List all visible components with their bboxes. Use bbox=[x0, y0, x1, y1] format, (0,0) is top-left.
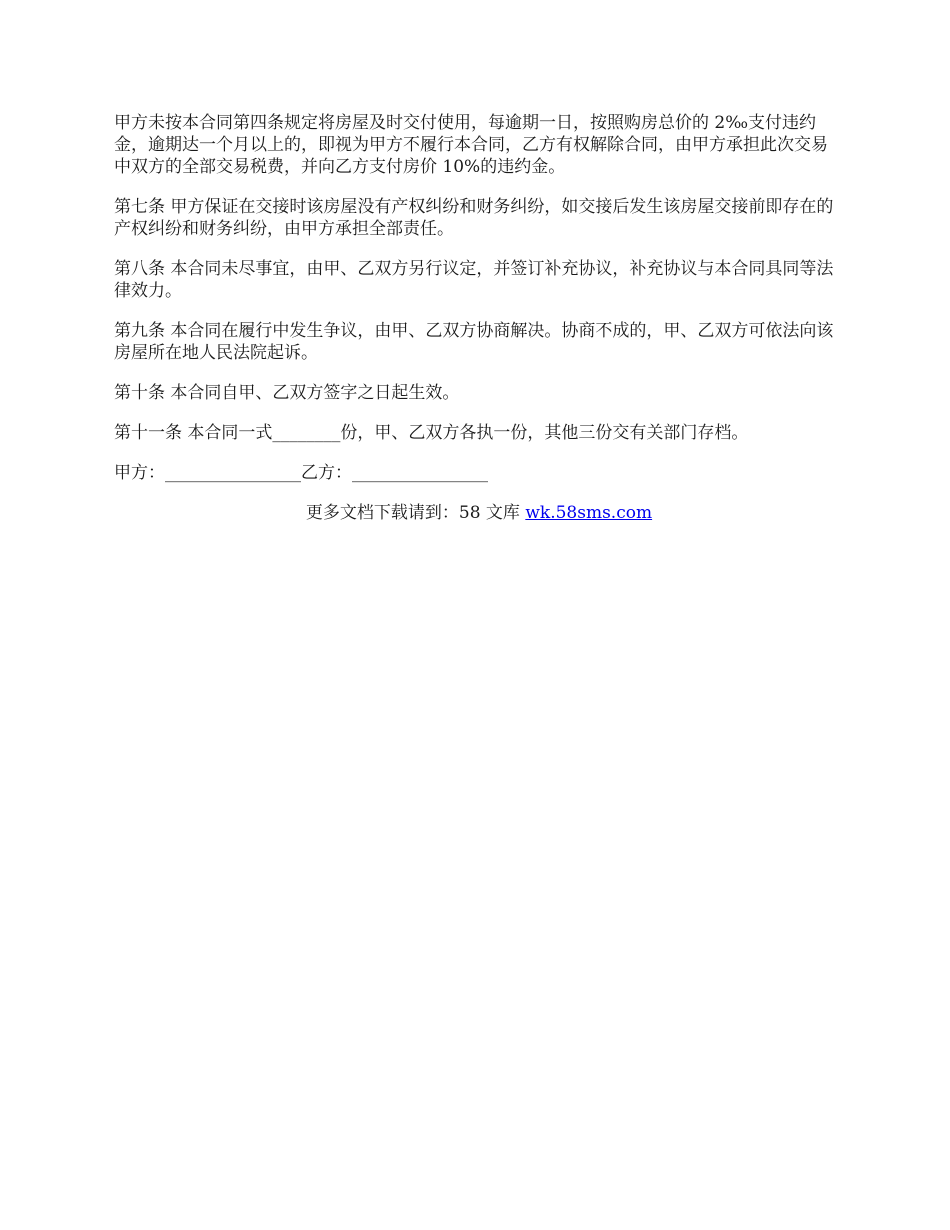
signature-line: 甲方：________________乙方：________________ bbox=[114, 463, 488, 483]
paragraph-article-10: 第十条 本合同自甲、乙双方签字之日起生效。 bbox=[114, 383, 460, 403]
footer bbox=[114, 502, 844, 524]
paragraph-article-8: 第八条 本合同未尽事宜，由甲、乙双方另行议定，并签订补充协议，补充协议与本合同具同等法律效力。 bbox=[114, 259, 834, 301]
footer-text: 更多文档下载请到：58 文库 bbox=[305, 503, 526, 523]
footer-link[interactable]: wk.58sms.com bbox=[525, 503, 653, 523]
paragraph-penalty-clause: 甲方未按本合同第四条规定将房屋及时交付使用，每逾期一日，按照购房总价的 2‰支付违约金，逾期达一个月以上的，即视为甲方不履行本合同，乙方有权解除合同，由甲方承担此次交易中双方的全部交易税费，并向乙方支付房价 10%的违约金。 bbox=[114, 113, 828, 177]
document-page bbox=[114, 112, 844, 524]
paragraph-article-11: 第十一条 本合同一式________份，甲、乙双方各执一份，其他三份交有关部门存档。 bbox=[114, 423, 749, 443]
paragraph-article-9: 第九条 本合同在履行中发生争议，由甲、乙双方协商解决。协商不成的，甲、乙双方可依法向该房屋所在地人民法院起诉。 bbox=[114, 321, 834, 363]
paragraph-article-7: 第七条 甲方保证在交接时该房屋没有产权纠纷和财务纠纷，如交接后发生该房屋交接前即存在的产权纠纷和财务纠纷，由甲方承担全部责任。 bbox=[114, 197, 834, 239]
